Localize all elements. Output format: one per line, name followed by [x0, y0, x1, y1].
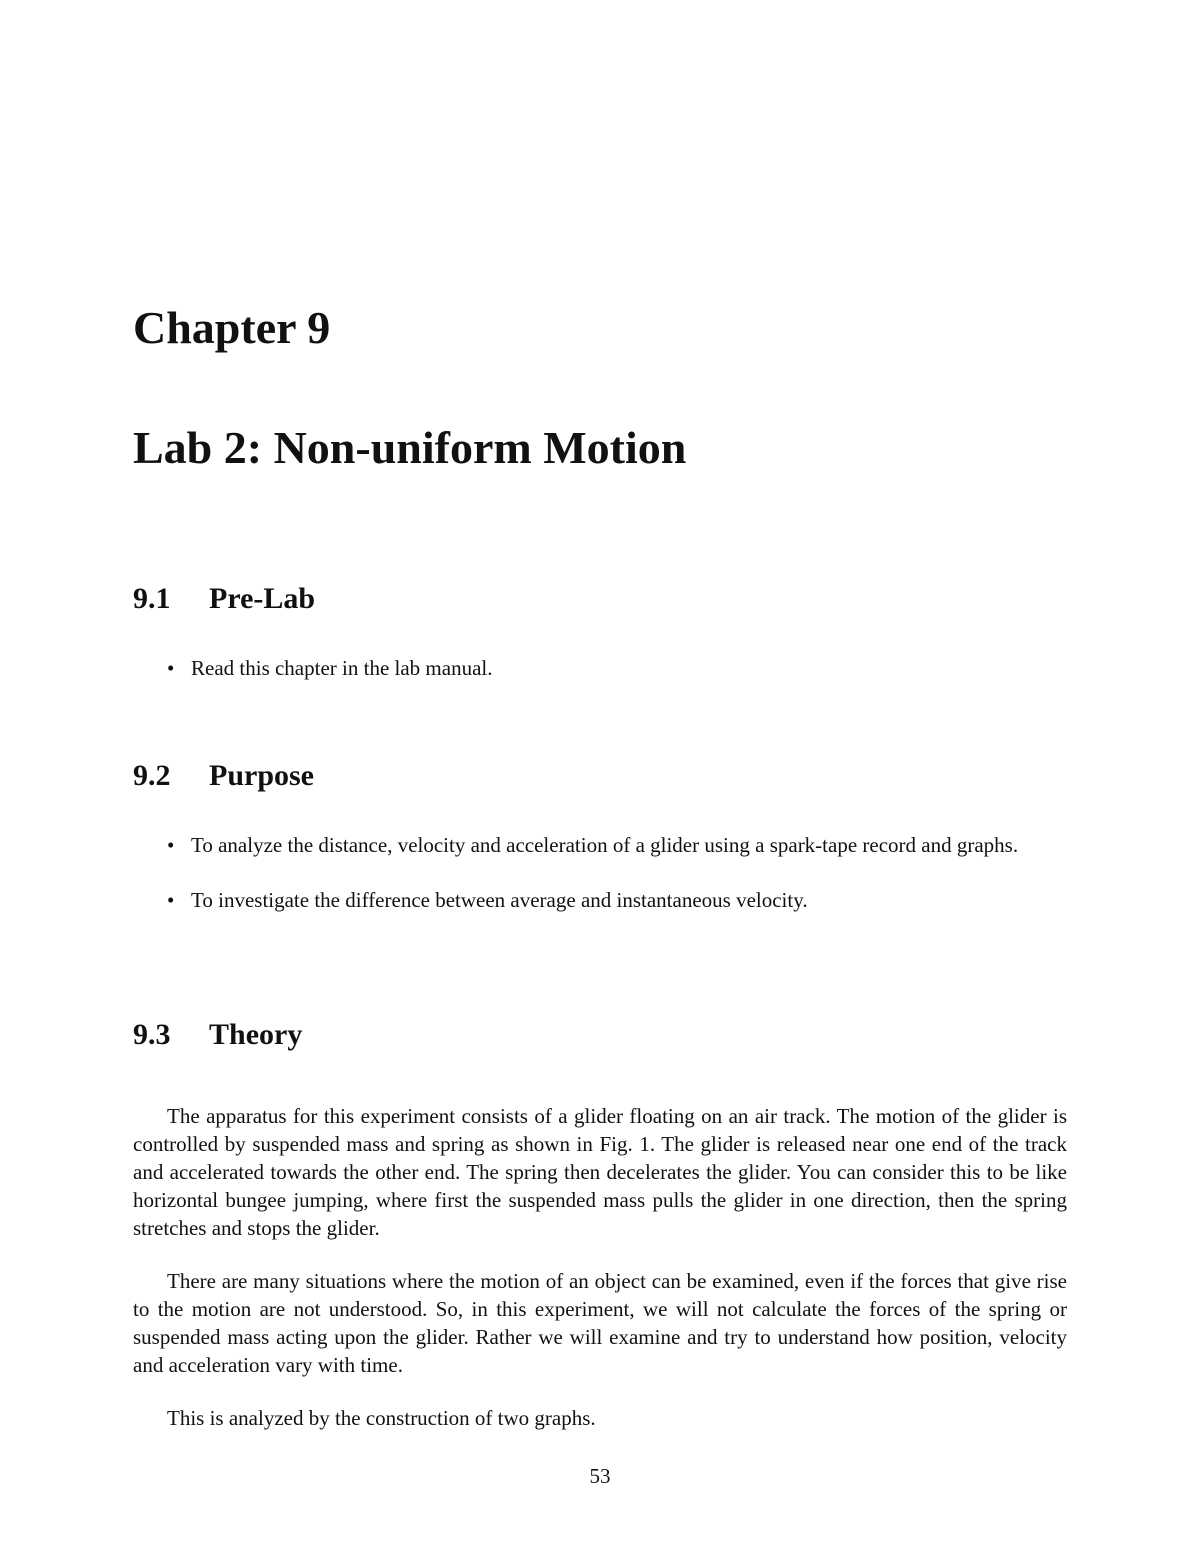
chapter-label: Chapter 9 — [133, 302, 331, 353]
theory-paragraph-1: The apparatus for this experiment consists of a glider floating on an air track. The motion of the glider is controlled by suspended mass and spring as shown in Fig. 1. The glider is released near one end of the track and accelerated towards the other end. The spring then decelerates the glider. You can consider this to be like horizontal bungee jumping, where first the suspended mass pulls the glider in one direction, then the spring stretches and stops the glider. — [133, 1104, 1067, 1240]
section-number: 9.3 — [133, 1018, 171, 1051]
section-title: Theory — [209, 1018, 303, 1051]
section-heading-purpose — [133, 758, 314, 794]
prelab-list — [165, 654, 1070, 683]
purpose-list — [165, 831, 1070, 915]
section-title: Purpose — [209, 759, 314, 792]
chapter-title: Lab 2: Non-uniform Motion — [133, 422, 687, 473]
page-number: 53 — [589, 1464, 611, 1488]
list-item: • Read this chapter in the lab manual. — [165, 654, 1070, 683]
theory-paragraph-2: There are many situations where the motion of an object can be examined, even if the forces that give rise to the motion are not understood. So, in this experiment, we will not calculate the forces of the spring or suspended mass acting upon the glider. Rather we will examine and try to understand how position, velocity and acceleration vary with time. — [133, 1269, 1067, 1377]
section-heading-prelab — [133, 581, 315, 617]
section-number: 9.1 — [133, 582, 171, 615]
list-item: • To analyze the distance, velocity and acceleration of a glider using a spark-tape record and graphs. — [165, 831, 1070, 860]
section-title: Pre-Lab — [209, 582, 316, 615]
section-heading-theory — [133, 1017, 302, 1053]
theory-paragraph-3: This is analyzed by the construction of two graphs. — [167, 1406, 596, 1430]
list-item: • To investigate the difference between average and instantaneous velocity. — [165, 886, 1070, 915]
section-number: 9.2 — [133, 759, 171, 792]
